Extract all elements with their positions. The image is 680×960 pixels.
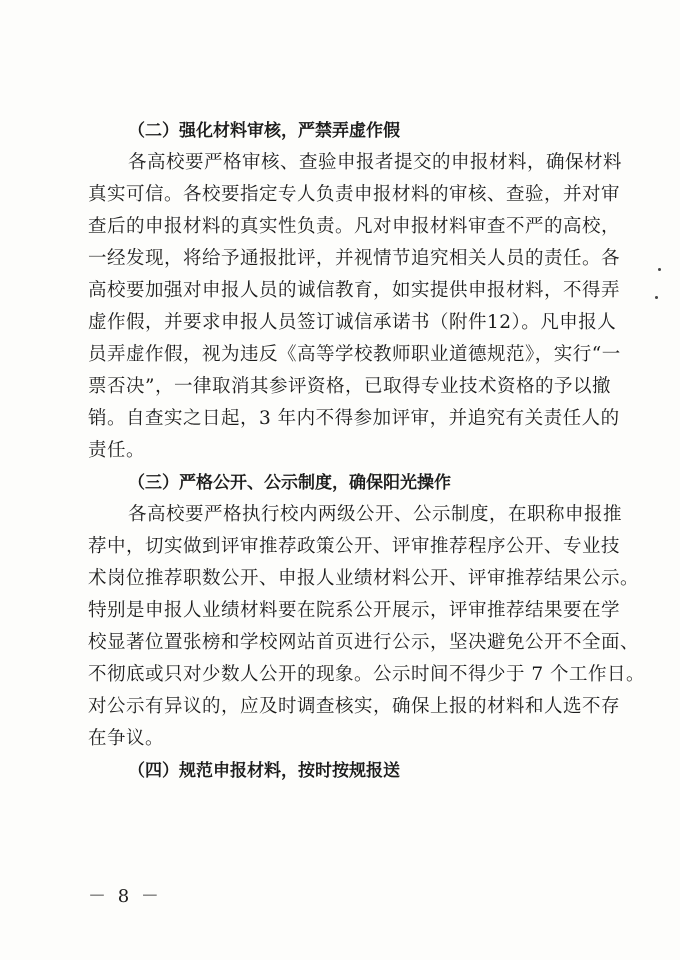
scan-speck [658, 268, 661, 271]
paragraph-line: 票否决”，一律取消其参评资格，已取得专业技术资格的予以撤 [88, 376, 611, 397]
paragraph-line: 高校要加强对申报人员的诚信教育，如实提供申报材料，不得弄 [88, 280, 621, 301]
paragraph-line: 各高校要严格审核、查验申报者提交的申报材料，确保材料 [128, 152, 623, 173]
page-number: － 8 － [88, 886, 162, 907]
paragraph-line: 真实可信。各校要指定专人负责申报材料的审核、查验，并对审 [88, 184, 621, 205]
document-body [88, 115, 646, 787]
paragraph-line: 虚作假，并要求申报人员签订诚信承诺书（附件12）。凡申报人 [88, 312, 617, 333]
paragraph-line: 荐中，切实做到评审推荐政策公开、评审推荐程序公开、专业技 [88, 536, 621, 557]
paragraph-line: 在争议。 [88, 728, 165, 749]
paragraph-line: 不彻底或只对少数人公开的现象。公示时间不得少于 7 个工作日。 [88, 664, 646, 685]
paragraph-line: 责任。 [88, 440, 146, 461]
paragraph-line: 销。自查实之日起，3 年内不得参加评审，并追究有关责任人的 [88, 408, 620, 429]
section-heading-2: （二）强化材料审核，严禁弄虚作假 [128, 121, 400, 141]
section-heading-4: （四）规范申报材料，按时按规报送 [128, 761, 400, 781]
paragraph-line: 各高校要严格执行校内两级公开、公示制度，在职称申报推 [128, 504, 623, 525]
scan-speck [655, 296, 658, 299]
paragraph-line: 术岗位推荐职数公开、申报人业绩材料公开、评审推荐结果公示。 [88, 568, 640, 589]
paragraph-line: 查后的申报材料的真实性负责。凡对申报材料审查不严的高校， [88, 216, 621, 237]
paragraph-line: 员弄虚作假，视为违反《高等学校教师职业道德规范》，实行“一 [88, 344, 621, 365]
paragraph-line: 校显著位置张榜和学校网站首页进行公示，坚决避免公开不全面、 [88, 632, 640, 653]
section-heading-3: （三）严格公开、公示制度，确保阳光操作 [128, 473, 451, 493]
paragraph-line: 一经发现，将给予通报批评，并视情节追究相关人员的责任。各 [88, 248, 621, 269]
paragraph-line: 特别是申报人业绩材料要在院系公开展示，评审推荐结果要在学 [88, 600, 621, 621]
paragraph-line: 对公示有异议的，应及时调查核实，确保上报的材料和人选不存 [88, 696, 621, 717]
